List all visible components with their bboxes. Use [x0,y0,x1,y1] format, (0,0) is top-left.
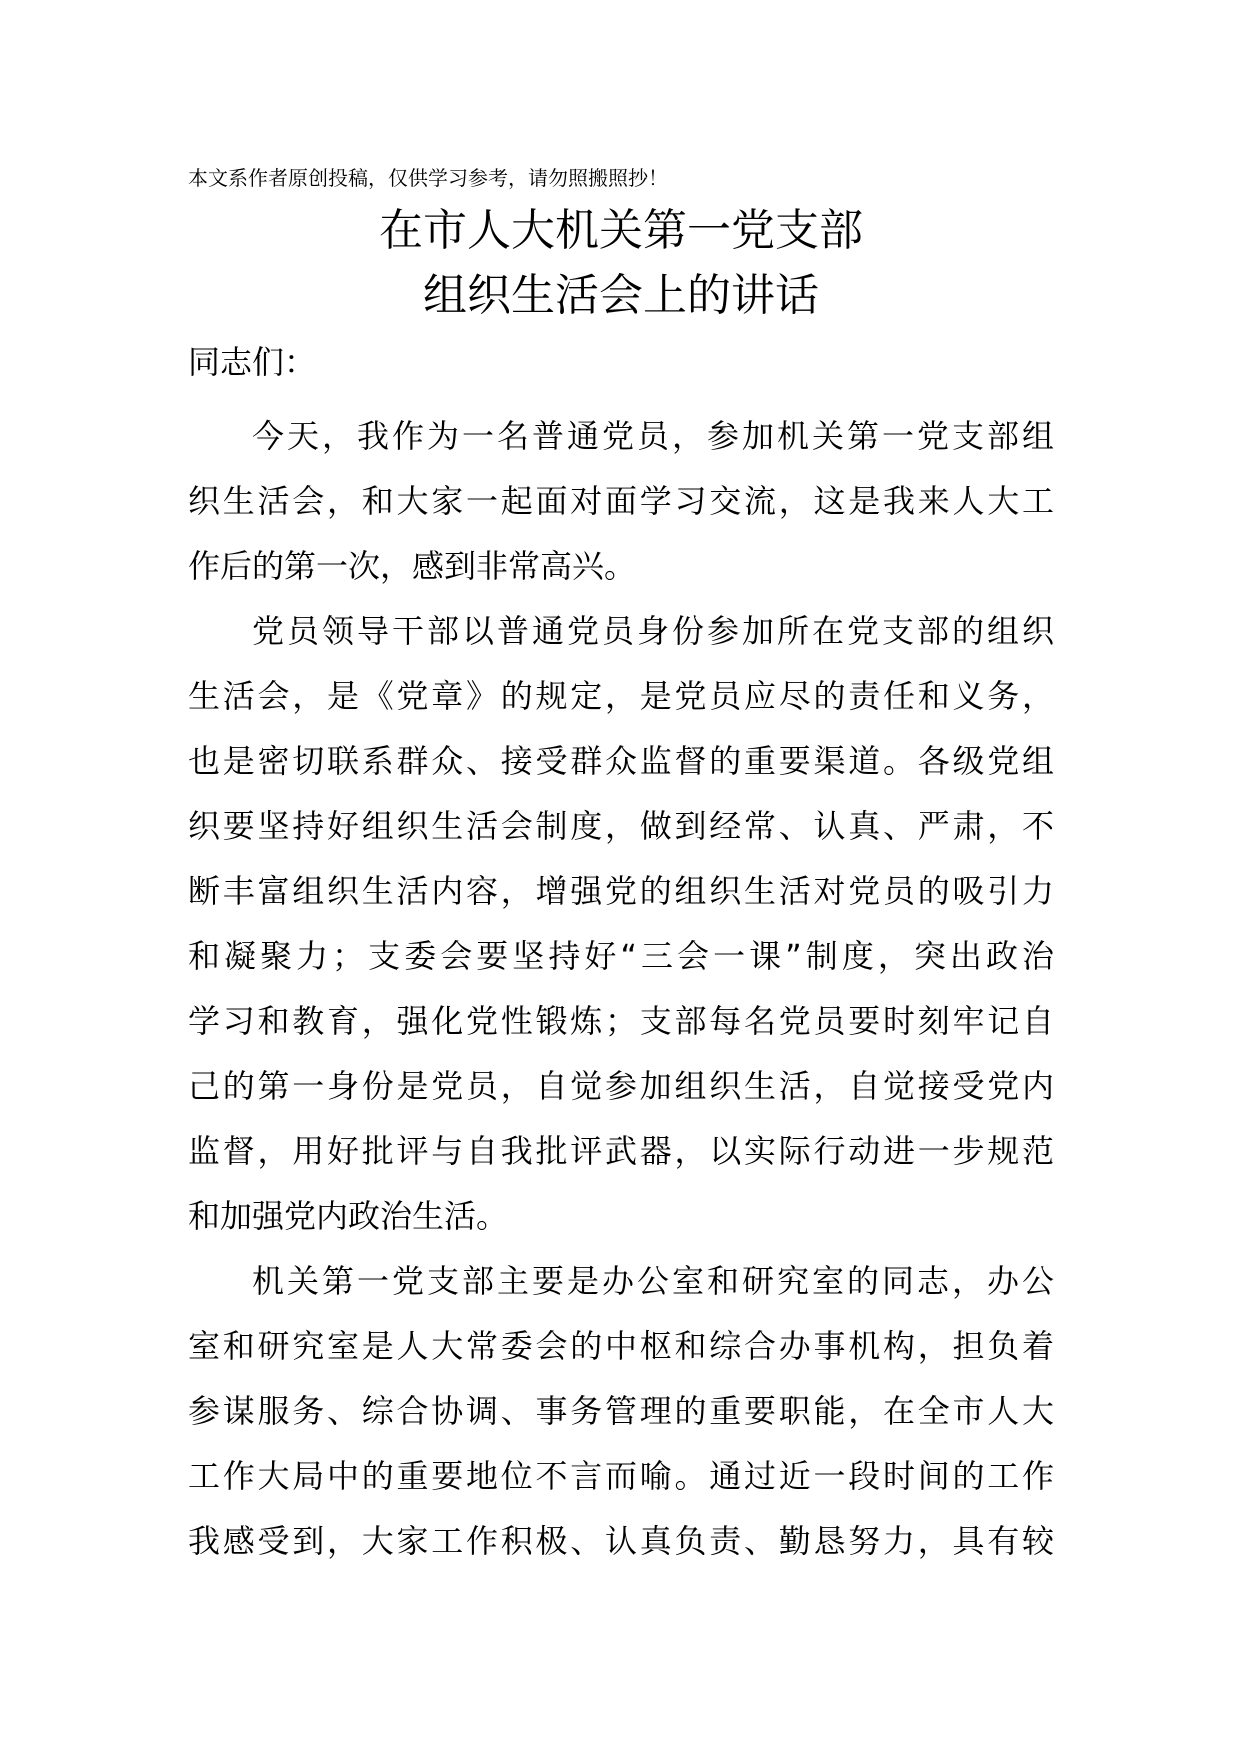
document-title-line-2: 组织生活会上的讲话 [423,270,819,321]
paragraph [188,599,1054,1249]
paragraph-line: 室和研究室是人大常委会的中枢和综合办事机构，担负着 [188,1327,1054,1365]
paragraph-line: 断丰富组织生活内容，增强党的组织生活对党员的吸引力 [188,872,1054,910]
paragraph-line: 参谋服务、综合协调、事务管理的重要职能，在全市人大 [188,1392,1054,1430]
copyright-notice: 本文系作者原创投稿，仅供学习参考，请勿照搬照抄！ [188,166,668,190]
paragraph-line: 学习和教育，强化党性锻炼；支部每名党员要时刻牢记自 [188,1002,1054,1040]
paragraph-line: 和凝聚力；支委会要坚持好“三会一课”制度，突出政治 [188,937,1054,975]
paragraph [188,404,1054,599]
paragraph-line: 党员领导干部以普通党员身份参加所在党支部的组织 [252,612,1054,650]
paragraph-line: 己的第一身份是党员，自觉参加组织生活，自觉接受党内 [188,1067,1054,1105]
paragraph-line: 今天，我作为一名普通党员，参加机关第一党支部组 [252,417,1054,455]
paragraph-line: 和加强党内政治生活。 [188,1197,509,1235]
paragraph-line: 织要坚持好组织生活会制度，做到经常、认真、严肃，不 [188,807,1054,845]
paragraph-line: 也是密切联系群众、接受群众监督的重要渠道。各级党组 [188,742,1054,780]
paragraph-line: 我感受到，大家工作积极、认真负责、勤恳努力，具有较 [188,1522,1054,1560]
document-title-line-1: 在市人大机关第一党支部 [379,205,863,256]
paragraph-line: 生活会，是《党章》的规定，是党员应尽的责任和义务， [188,677,1054,715]
paragraph-line: 监督，用好批评与自我批评武器，以实际行动进一步规范 [188,1132,1054,1170]
paragraph-line: 机关第一党支部主要是办公室和研究室的同志，办公 [252,1262,1054,1300]
salutation: 同志们： [188,343,317,381]
paragraph-line: 织生活会，和大家一起面对面学习交流，这是我来人大工 [188,482,1054,520]
paragraph-line: 作后的第一次，感到非常高兴。 [188,547,637,585]
paragraph [188,1249,1054,1574]
document-body [188,404,1054,1574]
paragraph-line: 工作大局中的重要地位不言而喻。通过近一段时间的工作 [188,1457,1054,1495]
